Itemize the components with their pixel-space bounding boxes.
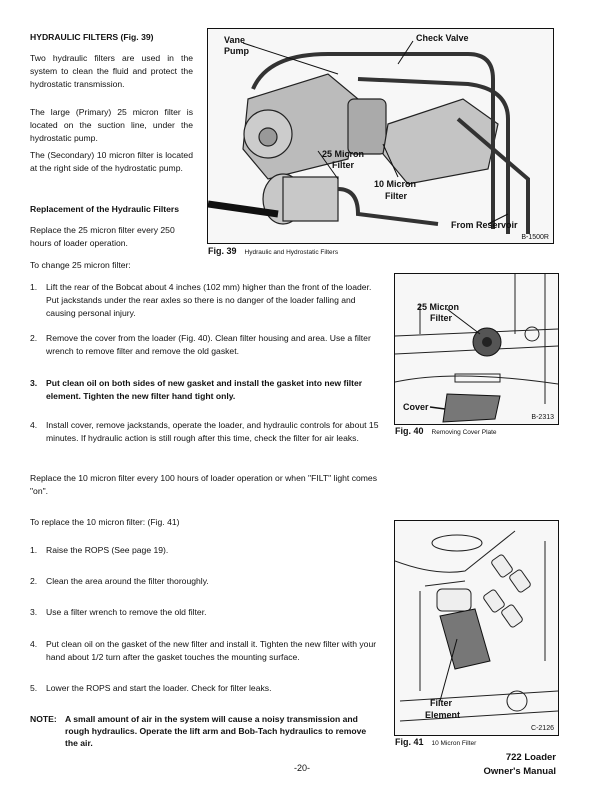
step-number: 4. (30, 639, 38, 649)
change-25-intro: To change 25 micron filter: (30, 260, 131, 270)
step-number: 2. (30, 576, 38, 586)
caption-text: Hydraulic and Hydrostatic Filters (244, 249, 339, 256)
label-from-reservoir: From Reservoir (451, 220, 518, 230)
step-number: 5. (30, 683, 38, 693)
ten-micron-filter-drawing (395, 521, 558, 735)
label-vane-pump-2: Pump (224, 46, 250, 56)
step-number: 4. (30, 420, 38, 430)
replacement-heading: Replacement of the Hydraulic Filters (30, 204, 179, 214)
replace-25-paragraph: Replace the 25 micron filter every 250 hours of loader operation. (30, 225, 175, 248)
step-number: 1. (30, 545, 38, 555)
figure-number: Fig. 40 (395, 426, 424, 436)
figure-39-illustration (207, 28, 554, 244)
footer-model: 722 Loader (505, 752, 556, 763)
replace-10-paragraph: Replace the 10 micron filter every 100 hours of loader operation or when "FILT" light comes "on". (30, 473, 378, 496)
note-label: NOTE: (30, 714, 57, 724)
label-element: Element (425, 710, 461, 720)
step-text: Use a filter wrench to remove the old filter. (46, 607, 207, 617)
label-25-micron: 25 Micron (322, 149, 365, 159)
label-25-filter: Filter (332, 160, 355, 170)
step-number: 3. (30, 607, 38, 617)
figure-40-illustration (394, 273, 559, 425)
step-text: Install cover, remove jackstands, operate the loader, and hydraulic controls for about 15 minutes. If hydraulic action is still rough after this time, check the filter for air leaks. (46, 420, 379, 443)
figure-number: Fig. 39 (208, 246, 237, 256)
figure-code: B-2313 (531, 414, 554, 421)
figure-number: Fig. 41 (395, 737, 424, 747)
step-text: Clean the area around the filter thoroughly. (46, 576, 209, 586)
label-cover: Cover (403, 402, 429, 412)
step-number: 1. (30, 282, 38, 292)
label-filter: Filter (430, 313, 453, 323)
figure-41-illustration (394, 520, 559, 736)
note-text: A small amount of air in the system will cause a noisy transmission and rough hydraulics. Operate the lift arm and Bob-Tach hydraulics to remove the air. (65, 714, 367, 748)
step-text: Put clean oil on the gasket of the new filter and install it. Tighten the new filter with your hand about 1/2 turn after the gasket touches the mounting surface. (46, 639, 377, 662)
label-10-filter: Filter (385, 191, 408, 201)
figure-41-caption (395, 737, 476, 747)
label-filter: Filter (430, 698, 453, 708)
figure-39-caption (208, 246, 338, 256)
step-text: Put clean oil on both sides of new gasket and install the gasket into new filter element. Tighten the new filter hand tight only. (46, 378, 363, 401)
step-text: Lower the ROPS and start the loader. Check for filter leaks. (46, 683, 272, 693)
caption-text: 10 Micron Filter (431, 740, 477, 747)
section-heading: HYDRAULIC FILTERS (Fig. 39) (30, 32, 154, 42)
figure-code: B-1500R (521, 234, 549, 241)
step-number: 2. (30, 333, 38, 343)
change-10-intro: To replace the 10 micron filter: (Fig. 41) (30, 517, 180, 527)
page-number: -20- (294, 763, 311, 773)
footer-manual: Owner's Manual (483, 766, 556, 777)
step-text: Raise the ROPS (See page 19). (46, 545, 169, 555)
hydraulic-system-drawing (208, 29, 553, 243)
label-10-micron: 10 Micron (374, 179, 417, 189)
secondary-filter-paragraph: The (Secondary) 10 micron filter is located at the right side of the hydrostatic pump. (30, 150, 193, 173)
step-text: Remove the cover from the loader (Fig. 40). Clean filter housing and area. Use a filter wrench to remove filter and remove the old gasket. (46, 333, 371, 356)
label-25-micron: 25 Micron (417, 302, 460, 312)
label-check-valve: Check Valve (416, 33, 469, 43)
step-text: Lift the rear of the Bobcat about 4 inches (102 mm) higher than the front of the loader. Put jackstands under the rear axles so there is no danger of the loader falling and causing personal injury. (46, 282, 372, 318)
figure-code: C-2126 (531, 725, 554, 732)
intro-paragraph: Two hydraulic filters are used in the system to clean the fluid and protect the hydrostatic transmission. (30, 53, 193, 89)
figure-40-caption (395, 426, 497, 436)
caption-text: Removing Cover Plate (431, 429, 497, 436)
step-number: 3. (30, 378, 38, 388)
label-vane-pump-1: Vane (224, 35, 246, 45)
primary-filter-paragraph: The large (Primary) 25 micron filter is located on the suction line, under the hydrostatic pump. (30, 107, 193, 143)
